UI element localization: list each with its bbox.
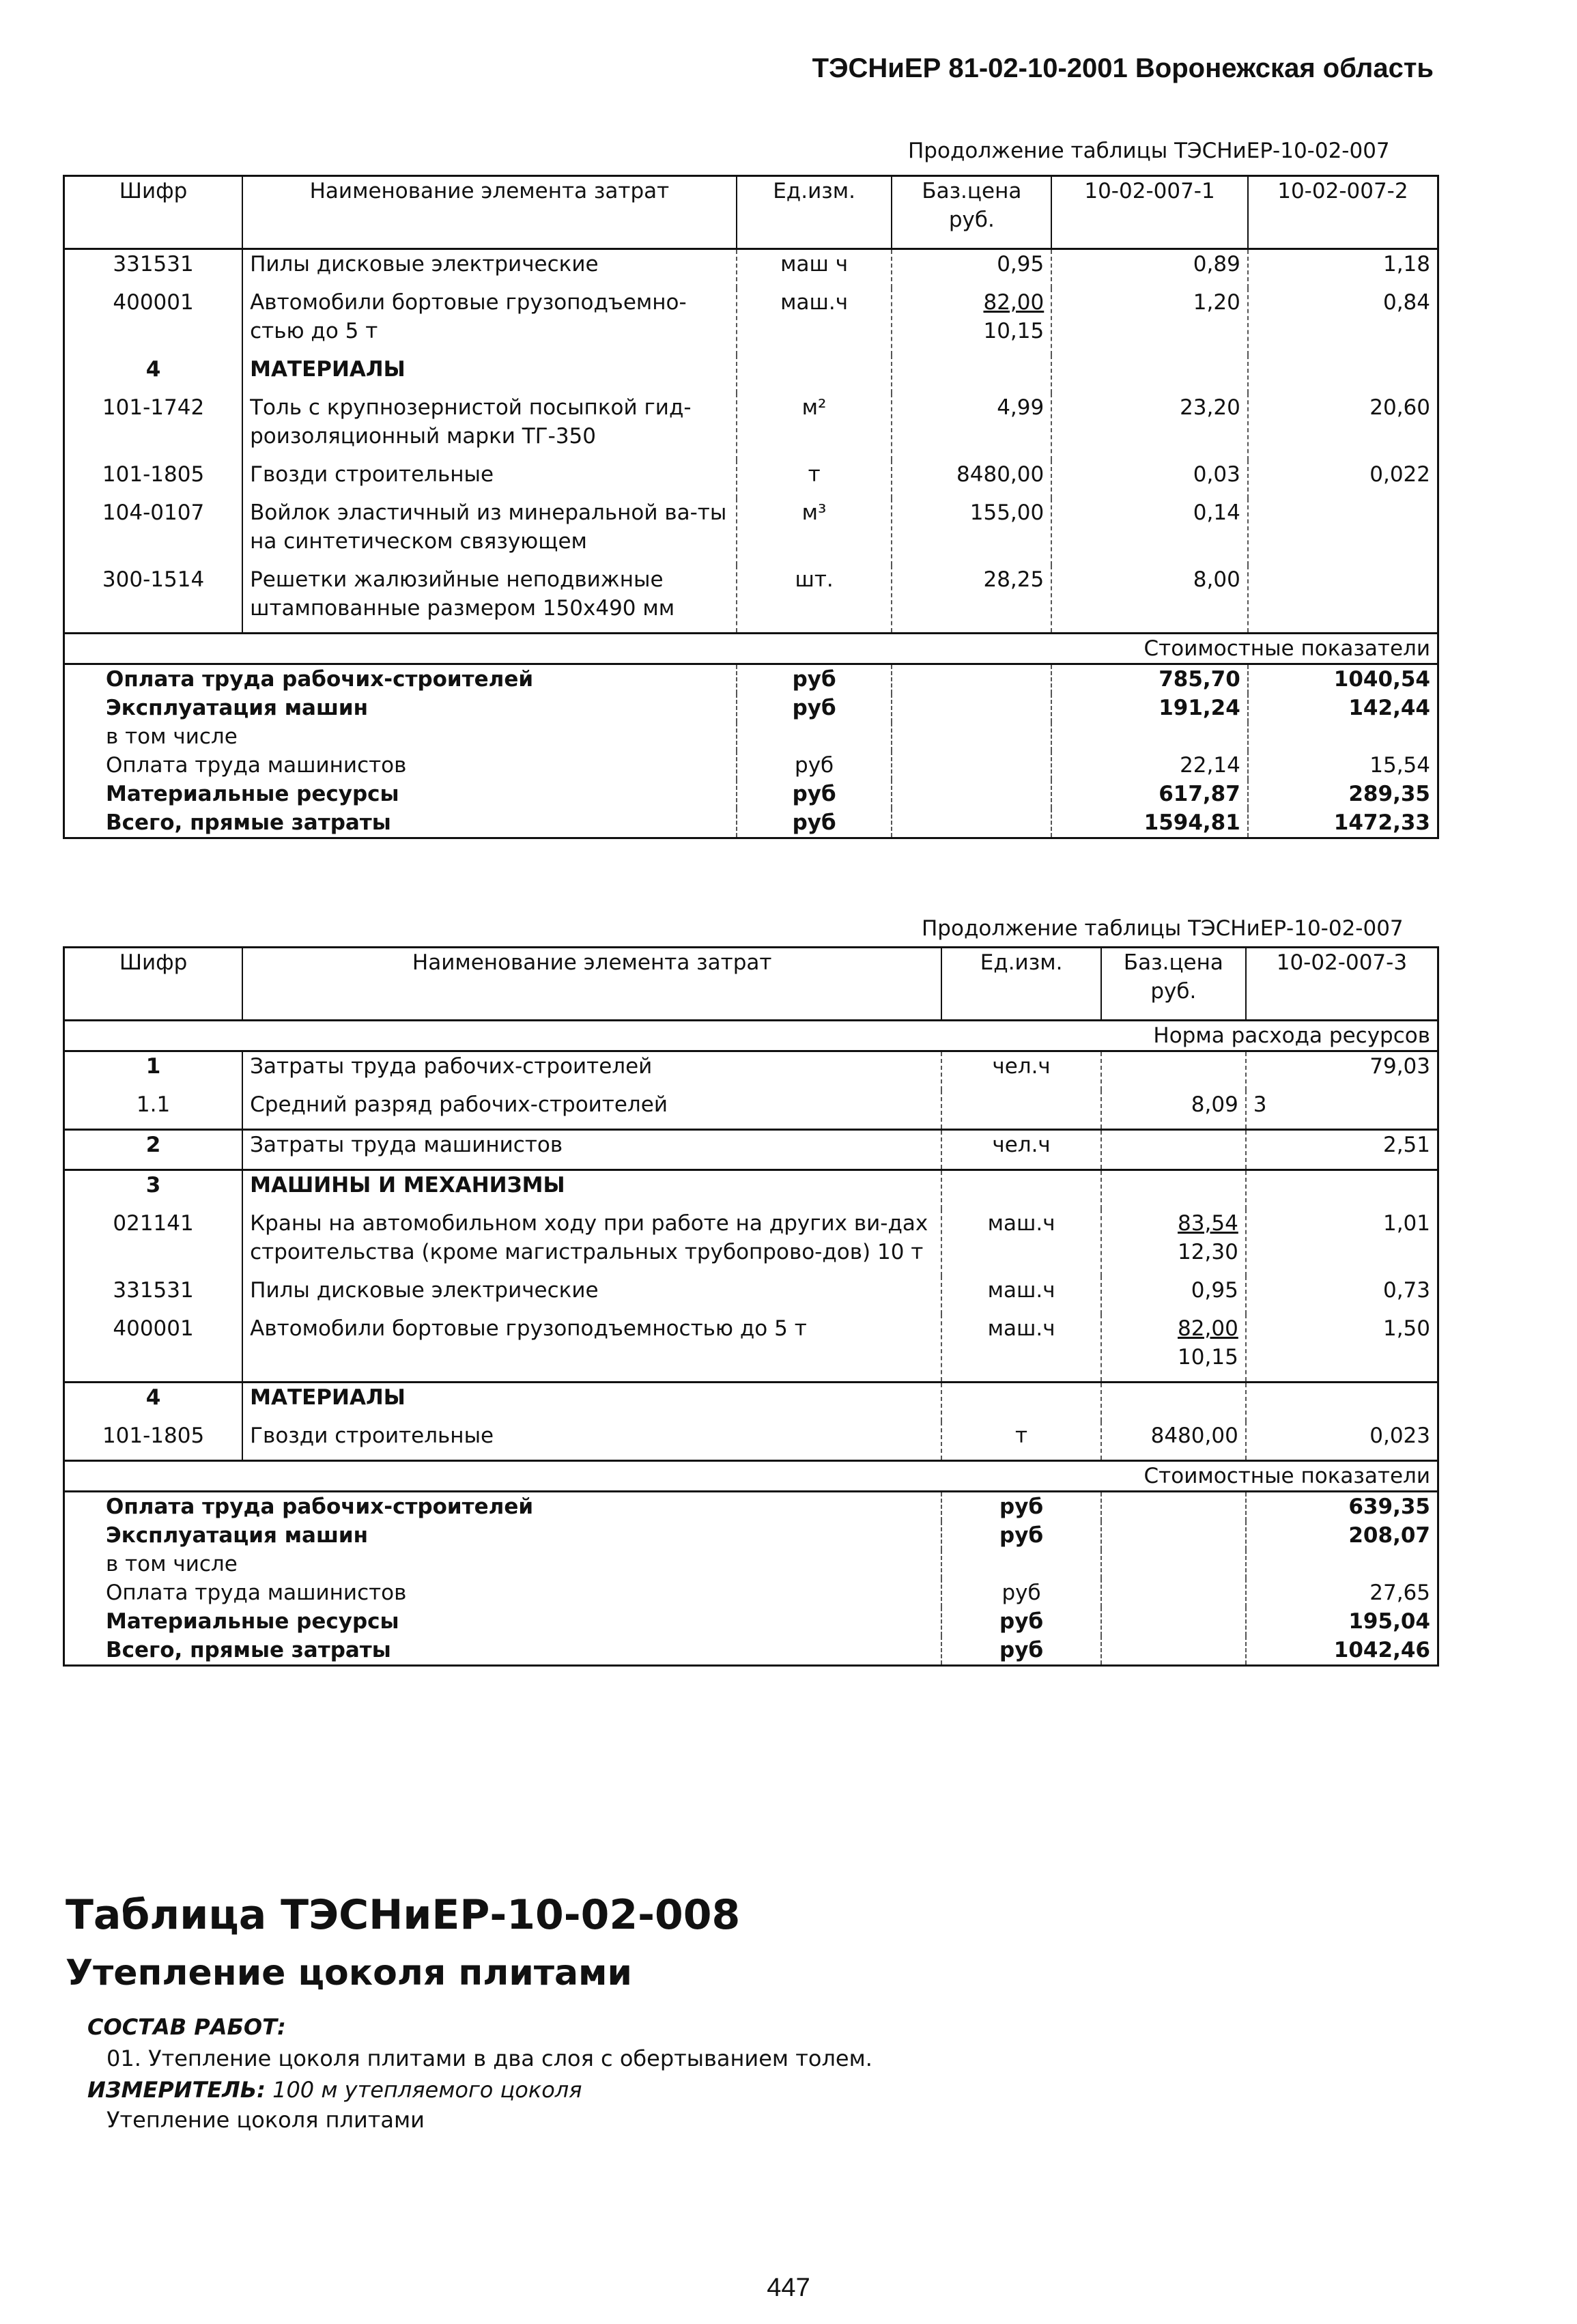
table-row [64, 1209, 1438, 1276]
header-cell: Наименование элемента затрат [242, 948, 941, 1021]
totals-empty [1101, 1607, 1246, 1636]
row-price [1101, 1090, 1246, 1130]
price-value: 8480,00 [956, 462, 1045, 487]
row-code: 4 [64, 1383, 243, 1422]
totals-empty [1101, 1521, 1246, 1550]
row-unit [737, 355, 892, 393]
row-value: 79,03 [1246, 1051, 1438, 1091]
totals-empty [892, 694, 1051, 722]
price-value: 8,09 [1191, 1092, 1238, 1117]
totals-name: Оплата труда рабочих-строителей [106, 667, 534, 692]
row-value-1: 1,20 [1051, 288, 1248, 355]
totals-empty [1101, 1636, 1246, 1666]
table-row [64, 393, 1438, 460]
price-value: 82,00 [983, 290, 1045, 315]
price-value: 82,00 [1178, 1316, 1238, 1341]
section-title: Таблица ТЭСНиЕР-10-02-008 [66, 1891, 741, 1939]
table-row [64, 1383, 1438, 1422]
price-value: 8480,00 [1150, 1423, 1238, 1448]
row-code: 2 [64, 1130, 243, 1170]
row-code: 101-1805 [102, 462, 205, 487]
totals-value-2: 1040,54 [1248, 664, 1438, 694]
row-unit: маш ч [737, 249, 892, 289]
row-price [892, 460, 1051, 498]
totals-value-1: 617,87 [1051, 780, 1248, 808]
row-value-2: 20,60 [1248, 393, 1438, 460]
row-name: Войлок эластичный из минеральной ва-ты на синтетическом связующем [242, 498, 737, 565]
totals-unit: руб [737, 780, 892, 808]
work-item: 01. Утепление цоколя плитами в два слоя с обертыванием толем. [106, 2045, 872, 2071]
table2-continuation-label: Продолжение таблицы ТЭСНиЕР-10-02-007 [922, 916, 1404, 941]
row-name: Решетки жалюзийные неподвижные штампованные размером 150х490 мм [242, 565, 737, 634]
totals-unit: руб [737, 751, 892, 780]
header-cell: 10-02-007-2 [1248, 176, 1438, 249]
header-cell: Баз.цена руб. [1101, 948, 1246, 1021]
price-value: 28,25 [983, 567, 1045, 592]
row-code: 101-1805 [102, 1423, 205, 1448]
row-value [1246, 1383, 1438, 1422]
table-row [64, 1314, 1438, 1383]
row-code: 400001 [113, 290, 194, 315]
row-value [1246, 1170, 1438, 1210]
totals-unit [737, 722, 892, 751]
row-name: Затраты труда машинистов [242, 1130, 941, 1170]
row-price [1101, 1383, 1246, 1422]
row-code: 1 [145, 1054, 161, 1079]
row-unit: т [941, 1421, 1101, 1461]
row-value-2 [1248, 498, 1438, 565]
meter-label: ИЗМЕРИТЕЛЬ: [87, 2077, 266, 2103]
row-name: Краны на автомобильном ходу при работе на других ви-дах строительства (кроме магистральных трубопрово-дов) 10 т [242, 1209, 941, 1276]
price-value: 155,00 [969, 500, 1045, 525]
header-cell: Наименование элемента затрат [242, 176, 737, 249]
row-unit: маш.ч [941, 1276, 1101, 1314]
totals-empty [892, 722, 1051, 751]
header-cell: 10-02-007-3 [1246, 948, 1438, 1021]
totals-row [64, 1636, 1438, 1666]
row-value: 0,73 [1246, 1276, 1438, 1314]
totals-value-2: 289,35 [1248, 780, 1438, 808]
meter-value: 100 м утепляемого цоколя [272, 2077, 582, 2103]
header-cell: Шифр [64, 176, 243, 249]
row-name: Автомобили бортовые грузоподъемно-стью до 5 т [242, 288, 737, 355]
row-name: Гвозди строительные [242, 1421, 941, 1461]
row-value: 1,50 [1246, 1314, 1438, 1383]
norm-label-row [64, 1021, 1438, 1051]
row-unit: маш.ч [941, 1314, 1101, 1383]
row-name: МАТЕРИАЛЫ [242, 355, 737, 393]
totals-unit: руб [941, 1636, 1101, 1666]
totals-empty [892, 808, 1051, 838]
totals-row [64, 1607, 1438, 1636]
row-value-2: 1,18 [1248, 249, 1438, 289]
totals-value-1: 22,14 [1051, 751, 1248, 780]
totals-row [64, 808, 1438, 838]
row-name: Гвозди строительные [242, 460, 737, 498]
row-code: 3 [64, 1170, 243, 1210]
row-name: Пилы дисковые электрические [242, 249, 737, 289]
work-composition-label: СОСТАВ РАБОТ: [87, 2014, 286, 2040]
row-price [892, 393, 1051, 460]
row-value: 2,51 [1246, 1130, 1438, 1170]
header-row [64, 176, 1438, 249]
totals-value-1: 191,24 [1051, 694, 1248, 722]
row-value-2 [1248, 355, 1438, 393]
totals-unit: руб [941, 1607, 1101, 1636]
totals-row [64, 722, 1438, 751]
totals-unit: руб [737, 694, 892, 722]
totals-value: 208,07 [1246, 1521, 1438, 1550]
row-name: МАТЕРИАЛЫ [242, 1383, 941, 1422]
header-row [64, 948, 1438, 1021]
table-row [64, 288, 1438, 355]
row-price [1101, 1051, 1246, 1091]
row-unit: чел.ч [941, 1051, 1101, 1091]
row-price [892, 249, 1051, 289]
row-unit: маш.ч [941, 1209, 1101, 1276]
page-number: 447 [767, 2273, 810, 2302]
totals-row [64, 1521, 1438, 1550]
row-code: 104-0107 [102, 500, 205, 525]
table-row [64, 1051, 1438, 1091]
row-value-1: 0,03 [1051, 460, 1248, 498]
totals-value: 27,65 [1246, 1578, 1438, 1607]
header-cell: Ед.изм. [941, 948, 1101, 1021]
table-row [64, 565, 1438, 634]
table-row [64, 498, 1438, 565]
totals-name: Оплата труда машинистов [106, 1581, 407, 1605]
totals-unit: руб [737, 808, 892, 838]
totals-value [1246, 1550, 1438, 1578]
row-unit [941, 1170, 1101, 1210]
table-row [64, 355, 1438, 393]
totals-value: 1042,46 [1246, 1636, 1438, 1666]
row-unit: м² [737, 393, 892, 460]
row-value-1: 0,89 [1051, 249, 1248, 289]
table-row [64, 1130, 1438, 1170]
norm-label: Норма расхода ресурсов [64, 1021, 1438, 1051]
cost-label: Стоимостные показатели [64, 634, 1438, 664]
row-code: 300-1514 [102, 567, 205, 592]
row-name: Пилы дисковые электрические [242, 1276, 941, 1314]
row-name: Толь с крупнозернистой посыпкой гид-роизоляционный марки ТГ-350 [242, 393, 737, 460]
totals-value-2 [1248, 722, 1438, 751]
price-value: 0,95 [997, 252, 1045, 277]
totals-value: 639,35 [1246, 1492, 1438, 1522]
row-unit: м³ [737, 498, 892, 565]
price-sub-value: 12,30 [1178, 1240, 1238, 1264]
table2 [63, 946, 1439, 1667]
table-row [64, 1090, 1438, 1130]
row-price [892, 498, 1051, 565]
row-code: 101-1742 [102, 395, 205, 420]
cost-label-row [64, 634, 1438, 664]
row-unit [941, 1090, 1101, 1130]
row-code: 021141 [113, 1211, 194, 1236]
price-sub-value: 10,15 [1178, 1345, 1238, 1370]
header-cell: Баз.цена руб. [892, 176, 1051, 249]
row-value-1: 23,20 [1051, 393, 1248, 460]
totals-value: 195,04 [1246, 1607, 1438, 1636]
row-value-1 [1051, 355, 1248, 393]
meter-line [87, 2077, 582, 2103]
row-value: 3 [1246, 1090, 1438, 1130]
row-value-2: 0,84 [1248, 288, 1438, 355]
row-value-1: 0,14 [1051, 498, 1248, 565]
row-name: Автомобили бортовые грузоподъемностью до 5 т [242, 1314, 941, 1383]
cost-label-row [64, 1461, 1438, 1492]
price-value: 0,95 [1191, 1278, 1238, 1303]
header-cell: Ед.изм. [737, 176, 892, 249]
running-header: ТЭСНиЕР 81-02-10-2001 Воронежская область [812, 53, 1434, 83]
totals-value-2: 142,44 [1248, 694, 1438, 722]
row-unit: т [737, 460, 892, 498]
totals-name: Оплата труда машинистов [106, 753, 407, 778]
totals-name: Оплата труда рабочих-строителей [106, 1494, 534, 1519]
row-code: 331531 [113, 252, 194, 277]
price-value: 83,54 [1178, 1211, 1238, 1236]
row-price [1101, 1421, 1246, 1461]
row-name: Средний разряд рабочих-строителей [242, 1090, 941, 1130]
totals-row [64, 664, 1438, 694]
totals-row [64, 694, 1438, 722]
totals-empty [892, 780, 1051, 808]
row-unit: шт. [737, 565, 892, 634]
totals-name: Эксплуатация машин [106, 696, 369, 720]
totals-empty [1101, 1578, 1246, 1607]
totals-unit: руб [941, 1492, 1101, 1522]
row-unit: маш.ч [737, 288, 892, 355]
row-price [1101, 1170, 1246, 1210]
table1-continuation-label: Продолжение таблицы ТЭСНиЕР-10-02-007 [908, 139, 1390, 163]
row-price [1101, 1130, 1246, 1170]
totals-name: в том числе [106, 724, 238, 749]
totals-name: Всего, прямые затраты [106, 810, 391, 835]
totals-value-1 [1051, 722, 1248, 751]
row-code: 1.1 [136, 1092, 171, 1117]
totals-unit: руб [941, 1578, 1101, 1607]
row-value: 0,023 [1246, 1421, 1438, 1461]
totals-name: в том числе [106, 1552, 238, 1576]
totals-empty [892, 664, 1051, 694]
totals-row [64, 1578, 1438, 1607]
totals-value-1: 1594,81 [1051, 808, 1248, 838]
table-row [64, 1276, 1438, 1314]
totals-unit: руб [737, 664, 892, 694]
meter-note: Утепление цоколя плитами [106, 2107, 425, 2133]
totals-row [64, 751, 1438, 780]
table-row [64, 460, 1438, 498]
totals-row [64, 1492, 1438, 1522]
totals-row [64, 1550, 1438, 1578]
totals-value-2: 1472,33 [1248, 808, 1438, 838]
totals-empty [1101, 1492, 1246, 1522]
section-subtitle: Утепление цоколя плитами [66, 1953, 632, 1994]
row-price [1101, 1276, 1246, 1314]
table-row [64, 1421, 1438, 1461]
row-value-2: 0,022 [1248, 460, 1438, 498]
header-cell: 10-02-007-1 [1051, 176, 1248, 249]
header-cell: Шифр [64, 948, 243, 1021]
row-value-2 [1248, 565, 1438, 634]
table-row [64, 1170, 1438, 1210]
row-price [892, 355, 1051, 393]
row-unit [941, 1383, 1101, 1422]
row-unit: чел.ч [941, 1130, 1101, 1170]
row-name: МАШИНЫ И МЕХАНИЗМЫ [242, 1170, 941, 1210]
totals-unit [941, 1550, 1101, 1578]
totals-row [64, 780, 1438, 808]
totals-empty [892, 751, 1051, 780]
row-price [1101, 1209, 1246, 1276]
totals-name: Эксплуатация машин [106, 1523, 369, 1548]
row-price [892, 565, 1051, 634]
totals-name: Материальные ресурсы [106, 1609, 399, 1634]
row-price [1101, 1314, 1246, 1383]
totals-name: Всего, прямые затраты [106, 1638, 391, 1662]
table-row [64, 249, 1438, 289]
row-name: Затраты труда рабочих-строителей [242, 1051, 941, 1091]
cost-label: Стоимостные показатели [64, 1461, 1438, 1492]
totals-value-2: 15,54 [1248, 751, 1438, 780]
row-value-1: 8,00 [1051, 565, 1248, 634]
price-value: 4,99 [997, 395, 1045, 420]
totals-empty [1101, 1550, 1246, 1578]
row-code: 4 [145, 357, 161, 382]
totals-name: Материальные ресурсы [106, 782, 399, 806]
row-code: 331531 [113, 1278, 194, 1303]
price-sub-value: 10,15 [983, 319, 1045, 343]
row-price [892, 288, 1051, 355]
totals-unit: руб [941, 1521, 1101, 1550]
row-value: 1,01 [1246, 1209, 1438, 1276]
totals-value-1: 785,70 [1051, 664, 1248, 694]
row-code: 400001 [113, 1316, 194, 1341]
table1 [63, 175, 1439, 839]
